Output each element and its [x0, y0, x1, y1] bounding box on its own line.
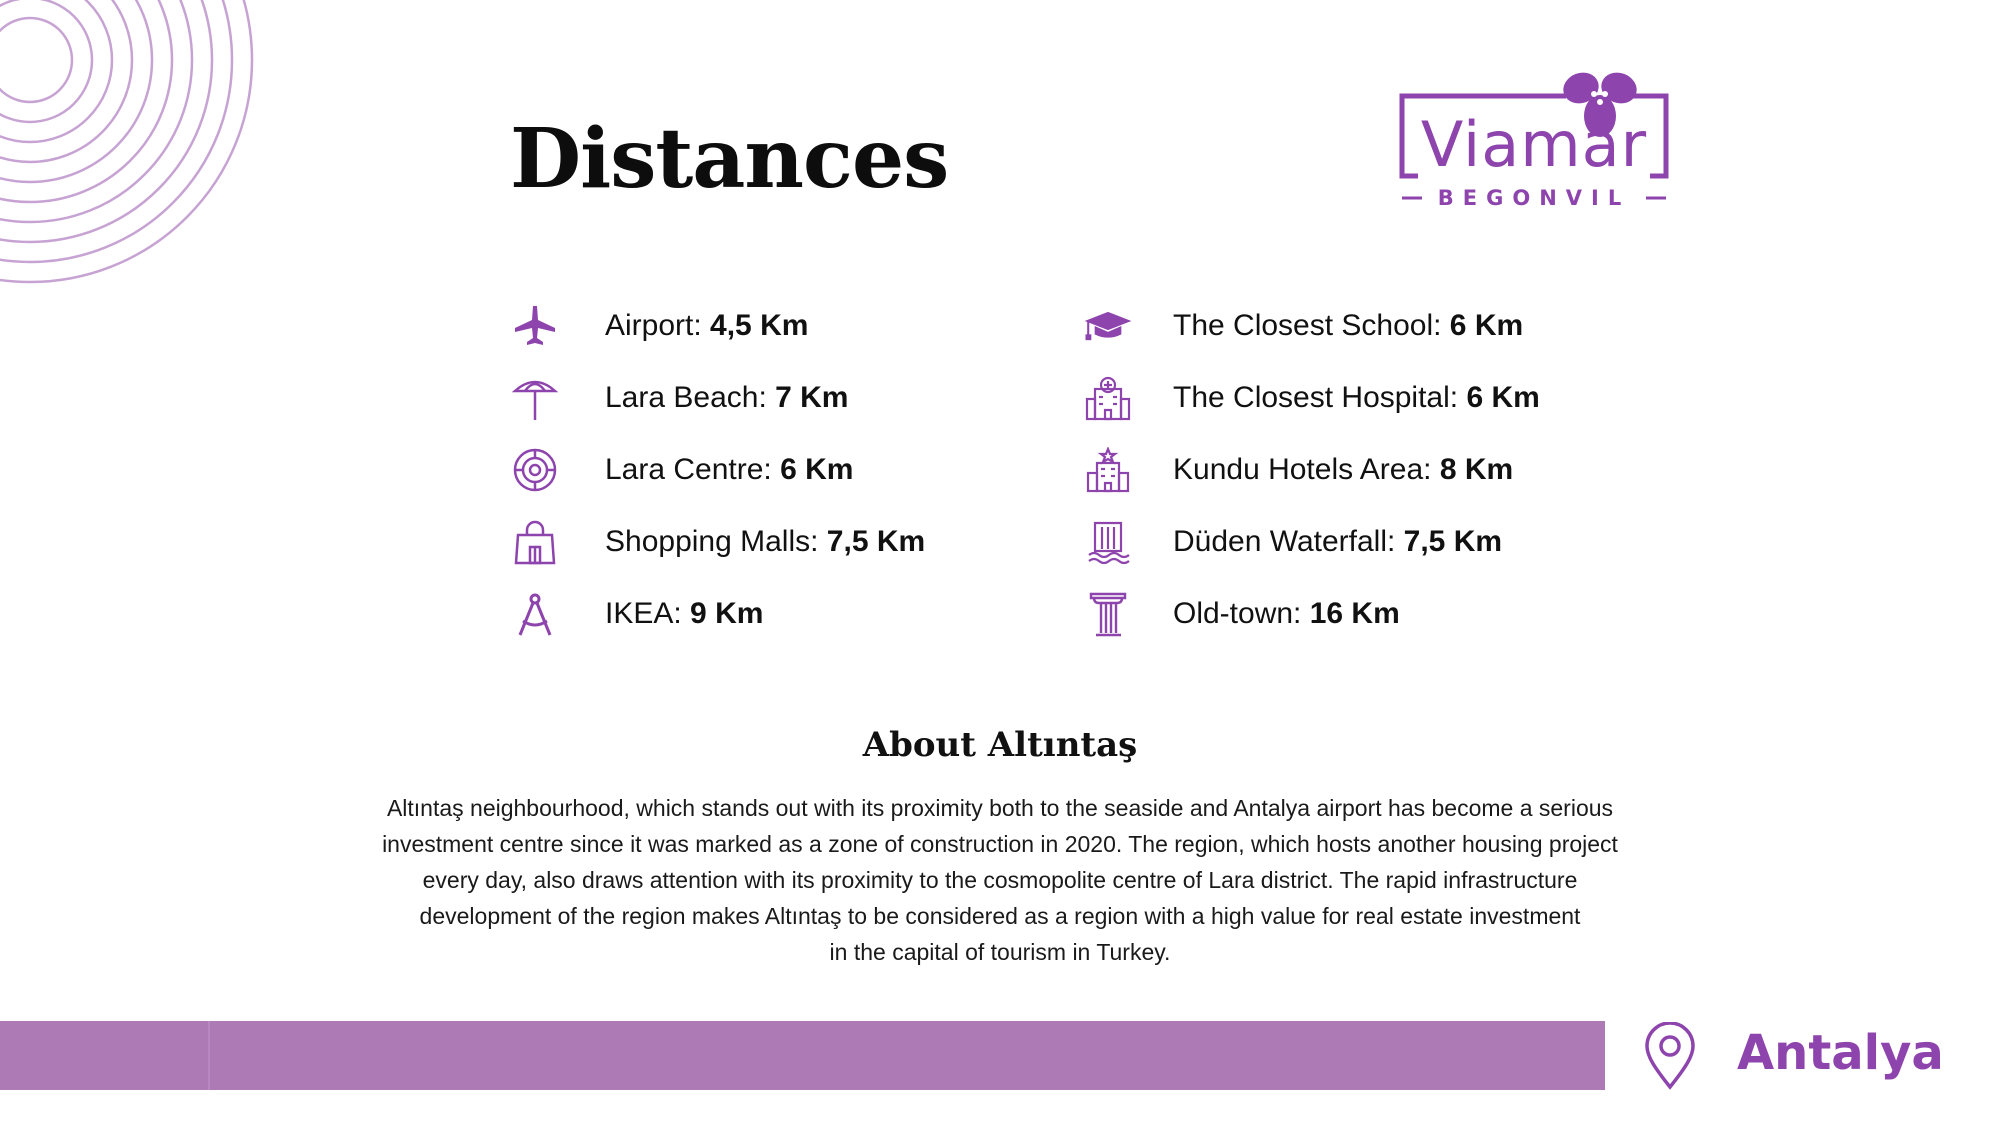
- logo-subtitle: BEGONVIL: [1437, 186, 1631, 210]
- distance-item-shopping-malls: [510, 512, 926, 572]
- target-icon: [510, 445, 560, 495]
- distance-item-kundu-hotels: [1083, 440, 1514, 500]
- shopping-bag-icon: [510, 517, 560, 567]
- about-line: Altıntaş neighbourhood, which stands out with its proximity both to the seaside and Antalya airport has become a serious: [386, 795, 1614, 821]
- beach-umbrella-icon: [510, 373, 560, 423]
- hospital-icon: [1083, 373, 1133, 423]
- distance-value: 6 Km: [1466, 381, 1540, 414]
- distance-value: 7,5 Km: [826, 525, 926, 558]
- distance-label: Lara Beach:: [605, 381, 776, 414]
- distance-label: Airport:: [605, 309, 711, 342]
- distance-value: 9 Km: [690, 597, 764, 630]
- about-line: development of the region makes Altıntaş to be considered as a region with a high value for real estate investment: [419, 903, 1581, 929]
- distance-item-duden-waterfall: [1083, 512, 1503, 572]
- distance-value: 6 Km: [1449, 309, 1524, 342]
- distance-item-lara-beach: [510, 368, 849, 428]
- distance-label: Düden Waterfall:: [1173, 525, 1404, 558]
- about-line: every day, also draws attention with its proximity to the cosmopolite centre of Lara district. The rapid infrastructure: [422, 867, 1578, 893]
- location-label: Antalya: [1737, 1025, 1944, 1081]
- distance-item-airport: [510, 296, 809, 356]
- map-pin-icon: [1640, 1022, 1700, 1090]
- distance-label: Kundu Hotels Area:: [1173, 453, 1440, 486]
- footer-bar-divider: [208, 1021, 210, 1090]
- distance-value: 16 Km: [1309, 597, 1400, 630]
- column-icon: [1083, 589, 1133, 639]
- distance-value: 4,5 Km: [710, 309, 809, 342]
- graduation-cap-icon: [1083, 301, 1133, 351]
- decorative-rings: [0, 0, 262, 290]
- hotel-icon: [1083, 445, 1133, 495]
- compass-icon: [510, 589, 560, 639]
- distance-label: Lara Centre:: [605, 453, 781, 486]
- distance-label: Old-town:: [1173, 597, 1310, 630]
- distance-item-closest-school: [1083, 296, 1524, 356]
- distance-item-old-town: [1083, 584, 1400, 644]
- waterfall-icon: [1083, 517, 1133, 567]
- distance-item-closest-hospital: [1083, 368, 1540, 428]
- distance-label: The Closest Hospital:: [1173, 381, 1467, 414]
- distance-label: Shopping Malls:: [605, 525, 827, 558]
- about-line: investment centre since it was marked as a zone of construction in 2020. The region, which hosts another housing project: [382, 831, 1618, 857]
- distance-item-ikea: [510, 584, 764, 644]
- distance-label: The Closest School:: [1173, 309, 1450, 342]
- distance-value: 8 Km: [1439, 453, 1514, 486]
- footer-bar: [0, 1021, 1605, 1090]
- viamar-begonvil-logo: [1398, 72, 1670, 218]
- airplane-icon: [510, 301, 560, 351]
- distance-label: IKEA:: [605, 597, 691, 630]
- about-title: About Altıntaş: [862, 725, 1138, 765]
- about-line: in the capital of tourism in Turkey.: [829, 939, 1171, 965]
- about-paragraph: [320, 790, 1680, 970]
- distance-item-lara-centre: [510, 440, 854, 500]
- page-title: Distances: [510, 111, 949, 207]
- distance-value: 7,5 Km: [1403, 525, 1503, 558]
- distance-value: 7 Km: [775, 381, 849, 414]
- logo-wordmark: Viamar: [1420, 108, 1648, 181]
- distance-value: 6 Km: [780, 453, 854, 486]
